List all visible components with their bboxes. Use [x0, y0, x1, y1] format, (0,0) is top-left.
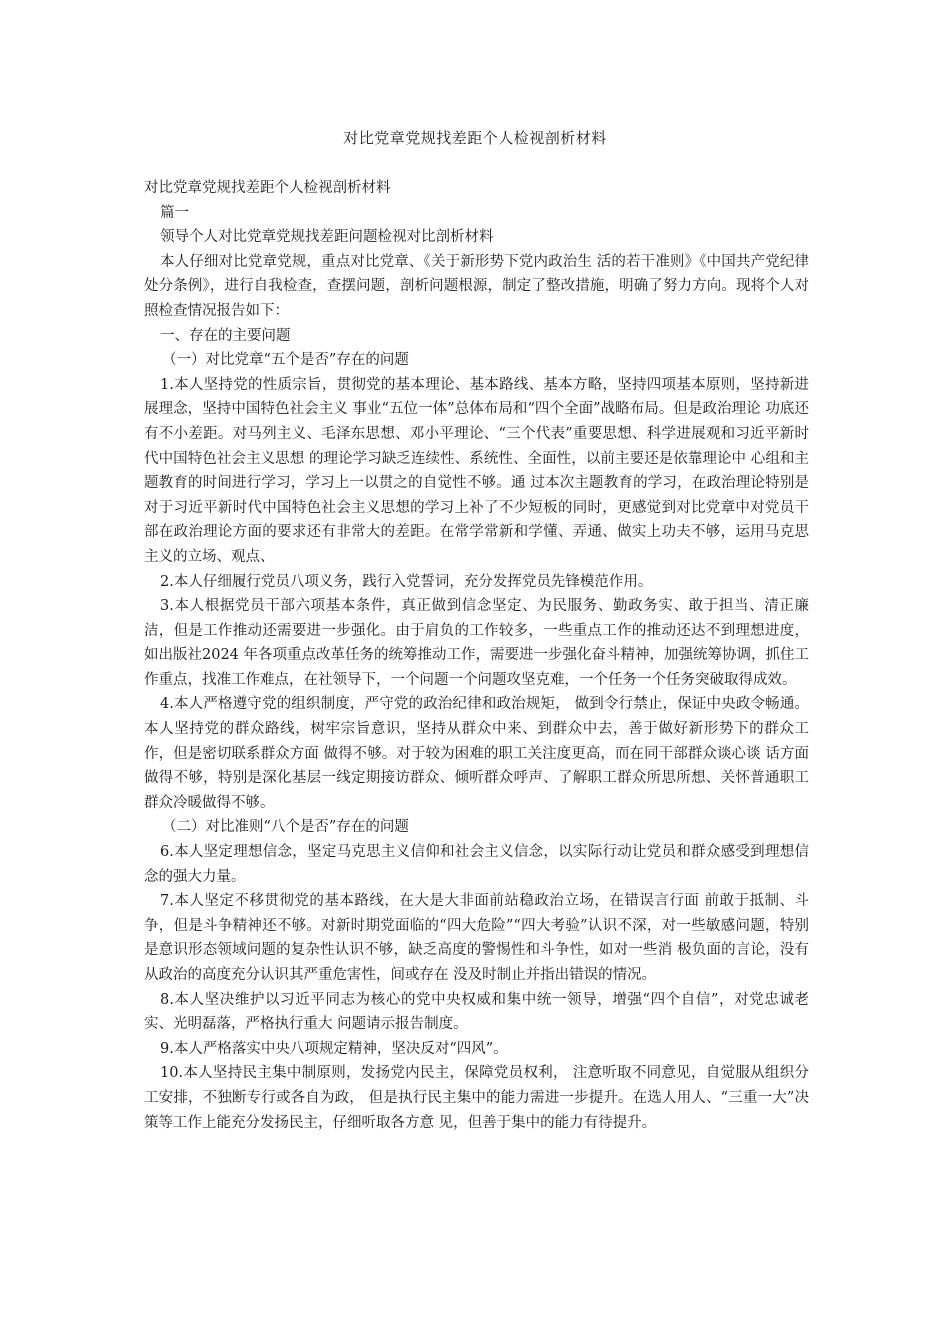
paragraph-item-2: 2.本人仔细履行党员八项义务，践行入党誓词，充分发挥党员先锋模范作用。: [160, 573, 653, 590]
heading-main-problems: 一、存在的主要问题: [160, 327, 291, 344]
article-title: 领导个人对比党章党规找差距问题检视对比剖析材料: [160, 229, 494, 246]
paragraph-item-4: 4.本人严格遵守党的组织制度，严守党的政治纪律和政治规矩， 做到令行禁止，保证中央政令畅通。本人坚持党的群众路线，树牢宗旨意识，坚持从群众中来、到群众中去，善于做好新形势下的群众工作，但是密切联系群众方面 做得不够。对于较为困难的职工关注度更高，而在同干部群众谈心谈 话方面做得不够，特别是深化基层一线定期接访群众、倾听群众呼声、了解职工群众所思所想、关怀普通职工群众冷暖做得不够。: [144, 696, 809, 811]
paragraph-item-7: 7.本人坚定不移贯彻党的基本路线，在大是大非面前站稳政治立场，在错误言行面 前敢于抵制、斗争，但是斗争精神还不够。对新时期党面临的“四大危险”“四大考验”认识不深，对一些敏感问题，特别是意识形态领域问题的复杂性认识不够，缺乏高度的警惕性和斗争性，如对一些消 极负面的言论，没有从政治的高度充分认识其严重危害性，间或存在 没及时制止并指出错误的情况。: [144, 893, 809, 983]
section-label: 篇一: [160, 204, 189, 221]
heading-section-2: （二）对比准则“八个是否”存在的问题: [162, 819, 409, 836]
paragraph-item-10: 10.本人坚持民主集中制原则，发扬党内民主，保障党员权利， 注意听取不同意见，自觉服从组织分工安排，不独断专行或各自为政， 但是执行民主集中的能力需进一步提升。在选人用人、“三重一大”决策等工作上能充分发扬民主，仔细听取各方意 见，但善于集中的能力有待提升。: [144, 1065, 809, 1131]
paragraph-item-3: 3.本人根据党员干部六项基本条件，真正做到信念坚定、为民服务、勤政务实、敢于担当、清正廉洁，但是工作推动还需要进一步强化。由于肩负的工作较多，一些重点工作的推动还达不到理想进度， 如出版社2024 年各项重点改革任务的统筹推动工作，需要进一步强化奋斗精神，加强统筹协调，抓住工作重点，找准工作难点，在社领导下，一个问题一个问题攻坚克难，一个任务一个任务突破取得成效。: [144, 598, 810, 688]
paragraph-item-8: 8.本人坚决维护以习近平同志为核心的党中央权威和集中统一领导，增强“四个自信”，对党忠诚老实、光明磊落，严格执行重大 问题请示报告制度。: [144, 991, 809, 1033]
paragraph-intro: 本人仔细对比党章党规，重点对比党章、《关于新形势下党内政治生 活的若干准则》《中国共产党纪律处分条例》，进行自我检查，查摆问题，剖析问题根源，制定了整改措施，明确了努力方向。现将个人对 照检查情况报告如下：: [144, 253, 809, 319]
heading-section-1: （一）对比党章“五个是否”存在的问题: [162, 352, 409, 369]
document-title: 对比党章党规找差距个人检视剖析材料: [343, 129, 607, 147]
subtitle: 对比党章党规找差距个人检视剖析材料: [144, 180, 391, 196]
paragraph-item-6: 6.本人坚定理想信念，坚定马克思主义信仰和社会主义信念，以实际行动让党员和群众感受到理想信念的强大力量。: [144, 844, 809, 885]
paragraph-item-1: 1.本人坚持党的性质宗旨，贯彻党的基本理论、基本路线、基本方略，坚持四项基本原则，坚持新进展理念，坚持中国特色社会主义 事业“五位一体”总体布局和“四个全面”战略布局。但是政治理论 功底还有不小差距。对马列主义、毛泽东思想、邓小平理论、“三个代表”重要思想、科学进展观和习近平新时代中国特色社会主义思想 的理论学习缺乏连续性、系统性、全面性，以前主要还是依靠理论中 心组和主题教育的时间进行学习，学习上一以贯之的自觉性不够。通 过本次主题教育的学习，在政治理论特别是对于习近平新时代中国特色社会主义思想的学习上补了不少短板的同时，更感觉到对比党章中对党员干部在政治理论方面的要求还有非常大的差距。在常学常新和学懂、弄通、做实上功夫不够，运用马克思主义的立场、观点、: [144, 376, 809, 565]
document-body: [144, 176, 809, 1135]
paragraph-item-9: 9.本人严格落实中央八项规定精神，坚决反对“四风”。: [160, 1040, 508, 1057]
